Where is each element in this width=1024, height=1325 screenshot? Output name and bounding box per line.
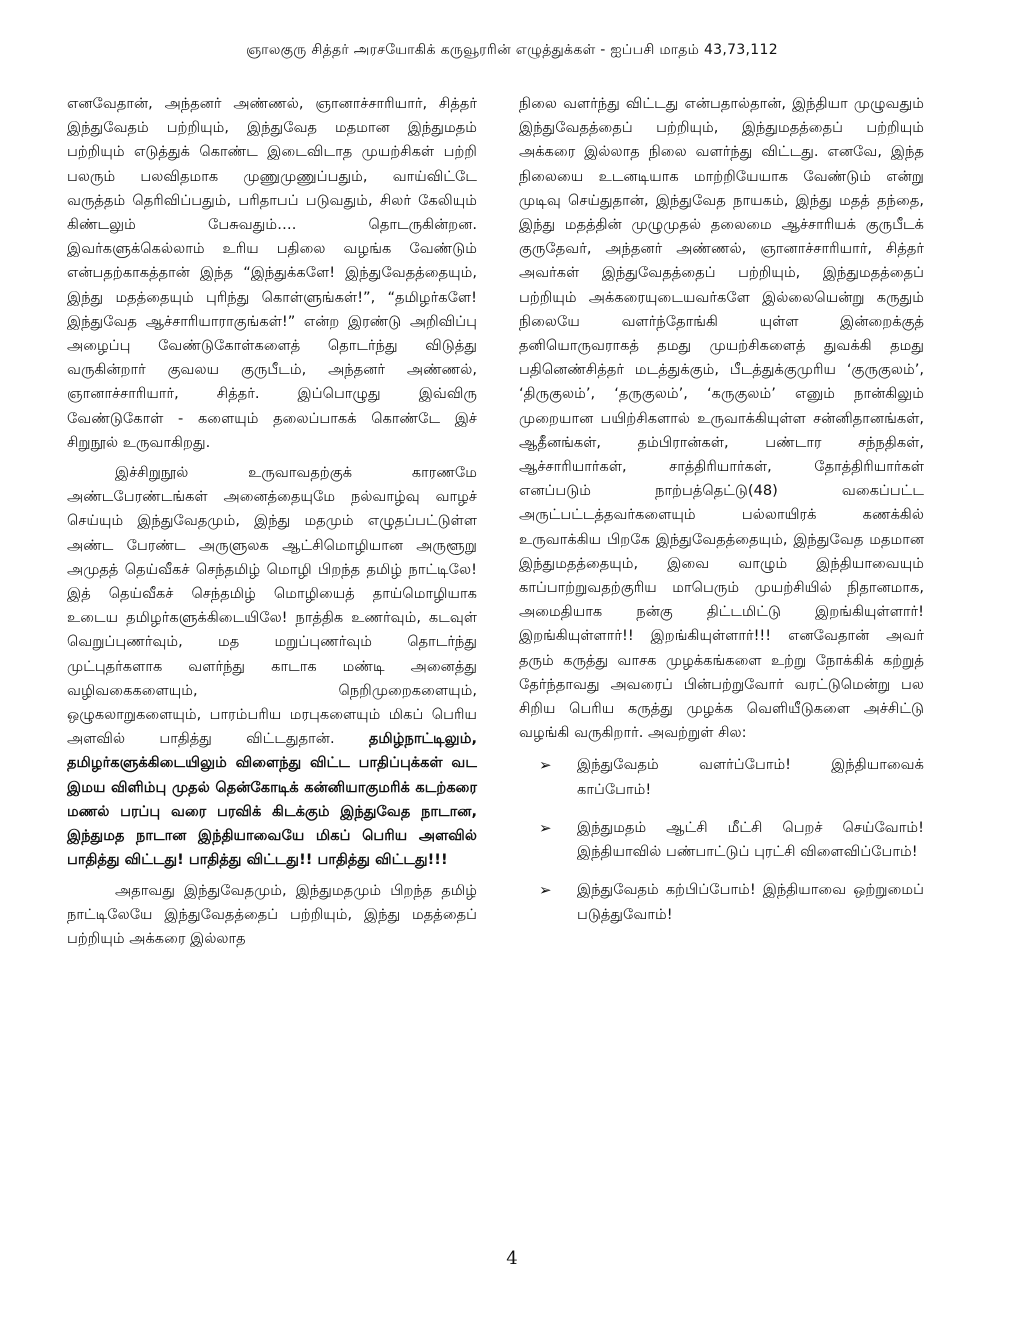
slogan-text: இந்துவேதம் கற்பிப்போம்! இந்தியாவை ஒற்றுமைப் படுத்துவோம்! bbox=[577, 881, 924, 923]
left-column bbox=[67, 92, 477, 957]
right-paragraph-1: நிலை வளர்ந்து விட்டது என்பதால்தான், இந்தியா முழுவதும் இந்துவேதத்தைப் பற்றியும், இந்துமதத்தைப் பற்றியும் அக்கரை இல்லாத நிலை வளர்ந்து விட்டது. எனவே, இந்த நிலையை உடனடியாக மாற்றியேயாக வேண்டும் என்று முடிவு செய்துதான், இந்துவேத நாயகம், இந்து மதத் தந்தை, இந்து மதத்தின் முழுமுதல் தலைமை ஆச்சாரியக் குருபீடக் குருதேவர், அந்தனர் அண்ணல், ஞானாச்சாரியார், சித்தர் அவர்கள் இந்துவேதத்தைப் பற்றியும், இந்துமதத்தைப் பற்றியும் அக்கரையுடையவர்களே இல்லையென்று கருதும் நிலையே வளர்ந்தோங்கி யுள்ள இன்றைக்குத் தனியொருவராகத் தமது முயற்சிகளைத் துவக்கி தமது பதினெண்சித்தர் மடத்துக்கும், பீடத்துக்குமுரிய ‘குருகுலம்’, ‘திருகுலம்’, ‘தருகுலம்’, ‘கருகுலம்’ எனும் நான்கிலும் முறையான பயிற்சிகளால் உருவாக்கியுள்ள சன்னிதானங்கள், ஆதீனங்கள், தம்பிரான்கள், பண்டார சந்நதிகள், ஆச்சாரியார்கள், சாத்திரியார்கள், தோத்திரியார்கள் எனப்படும் நாற்பத்தெட்டு(48) வகைப்பட்ட அருட்பட்டத்தவர்களையும் பல்லாயிரக் கணக்கில் உருவாக்கிய பிறகே இந்துவேதத்தையும், இந்துவேத மதமான இந்துமதத்தையும், இவை வாழும் இந்தியாவையும் காப்பாற்றுவதற்குரிய மாபெரும் முயற்சியில் நிதானமாக, அமைதியாக நன்கு திட்டமிட்டு இறங்கியுள்ளார்! இறங்கியுள்ளார்!! இறங்கியுள்ளார்!!! எனவேதான் அவர் தரும் கருத்து வாசக முழக்கங்களை உற்று நோக்கிக் கற்றுத் தேர்ந்தாவது அவரைப் பின்பற்றுவோர் வரட்டுமென்று பல சிறிய பெரிய கருத்து முழக்க வெளியீடுகளை அச்சிட்டு வழங்கி வருகிறார். அவற்றுள் சில: bbox=[519, 95, 924, 742]
left-paragraph-2-text: இச்சிறுநூல் உருவாவதற்குக் காரணமே அண்டபேரண்டங்கள் அனைத்தையுமே நல்வாழ்வு வாழச் செய்யும் இந்துவேதமும், இந்து மதமும் எழுதப்பட்டுள்ள அண்ட பேரண்ட அருளுலக ஆட்சிமொழியான அருளூறு அமுதத் தெய்வீகச் செந்தமிழ் மொழி பிறந்த தமிழ் நாட்டிலே! இத் தெய்வீகச் செந்தமிழ் மொழியைத் தாய்மொழியாக உடைய தமிழர்களுக்கிடையிலே! நாத்திக உணர்வும், கடவுள் வெறுப்புணர்வும், மத மறுப்புணர்வும் தொடர்ந்து முட்புதர்களாக வளர்ந்து காடாக மண்டி அனைத்து வழிவகைகளையும், நெறிமுறைகளையும், ஒழுகலாறுகளையும், பாரம்பரிய மரபுகளையும் மிகப் பெரிய அளவில் பாதித்து விட்டதுதான். bbox=[67, 464, 477, 748]
slogan-text: இந்துவேதம் வளர்ப்போம்! இந்தியாவைக் காப்போம்! bbox=[577, 756, 924, 798]
right-column bbox=[519, 92, 924, 941]
arrow-bullet-icon: ➢ bbox=[539, 881, 552, 900]
slogan-list bbox=[519, 753, 924, 926]
list-item bbox=[539, 753, 924, 801]
slogan-text: இந்துமதம் ஆட்சி மீட்சி பெறச் செய்வோம்! இந்தியாவில் பண்பாட்டுப் புரட்சி விளைவிப்போம்! bbox=[577, 818, 924, 861]
page-number: 4 bbox=[506, 1248, 518, 1269]
list-item bbox=[539, 878, 924, 926]
left-paragraph-1: எனவேதான், அந்தனர் அண்ணல், ஞானாச்சாரியார், சித்தர் இந்துவேதம் பற்றியும், இந்துவேத மதமான இந்துமதம் பற்றியும் எடுத்துக் கொண்ட இடைவிடாத முயற்சிகள் பற்றி பலரும் பலவிதமாக முணுமுணுப்பதும், வாய்விட்டே வருத்தம் தெரிவிப்பதும், பரிதாபப் படுவதும், சிலர் கேலியும் கிண்டலும் பேசுவதும்…. தொடருகின்றன. இவர்களுக்கெல்லாம் உரிய பதிலை வழங்க வேண்டும் என்பதற்காகத்தான் இந்த “இந்துக்களே! இந்துவேதத்தையும், இந்து மதத்தையும் புரிந்து கொள்ளுங்கள்!”, “தமிழர்களே! இந்துவேத ஆச்சாரியாராகுங்கள்!” என்ற இரண்டு அறிவிப்பு அழைப்பு வேண்டுகோள்களைத் தொடர்ந்து விடுத்து வருகின்றார் குவலய குருபீடம், அந்தனர் அண்ணல், ஞானாச்சாரியார், சித்தர். இப்பொழுது இவ்விரு வேண்டுகோள் - களையும் தலைப்பாகக் கொண்டே இச் சிறுநூல் உருவாகிறது. bbox=[67, 95, 477, 451]
arrow-bullet-icon: ➢ bbox=[539, 756, 552, 775]
arrow-bullet-icon: ➢ bbox=[539, 818, 552, 837]
left-paragraph-2-bold-text: தமிழ்நாட்டிலும், தமிழர்களுக்கிடையிலும் விளைந்து விட்ட பாதிப்புக்கள் வட இமய விளிம்பு முதல் தென்கோடிக் கன்னியாகுமரிக் கடற்கரை மணல் பரப்பு வரை பரவிக் கிடக்கும் இந்துவேத நாடான, இந்துமத நாடான இந்தியாவையே மிகப் பெரிய அளவில் பாதித்து விட்டது! பாதித்து விட்டது!! பாதித்து விட்டது!!! bbox=[67, 730, 477, 869]
page-header: ஞாலகுரு சித்தர் அரசயோகிக் கருவூரரின் எழுத்துக்கள் - ஐப்பசி மாதம் 43,73,112 bbox=[246, 42, 778, 58]
left-paragraph-2 bbox=[67, 461, 477, 872]
list-item bbox=[539, 816, 924, 864]
left-paragraph-3: அதாவது இந்துவேதமும், இந்துமதமும் பிறந்த தமிழ் நாட்டிலேயே இந்துவேதத்தைப் பற்றியும், இந்து மதத்தைப் பற்றியும் அக்கரை இல்லாத bbox=[67, 881, 477, 947]
